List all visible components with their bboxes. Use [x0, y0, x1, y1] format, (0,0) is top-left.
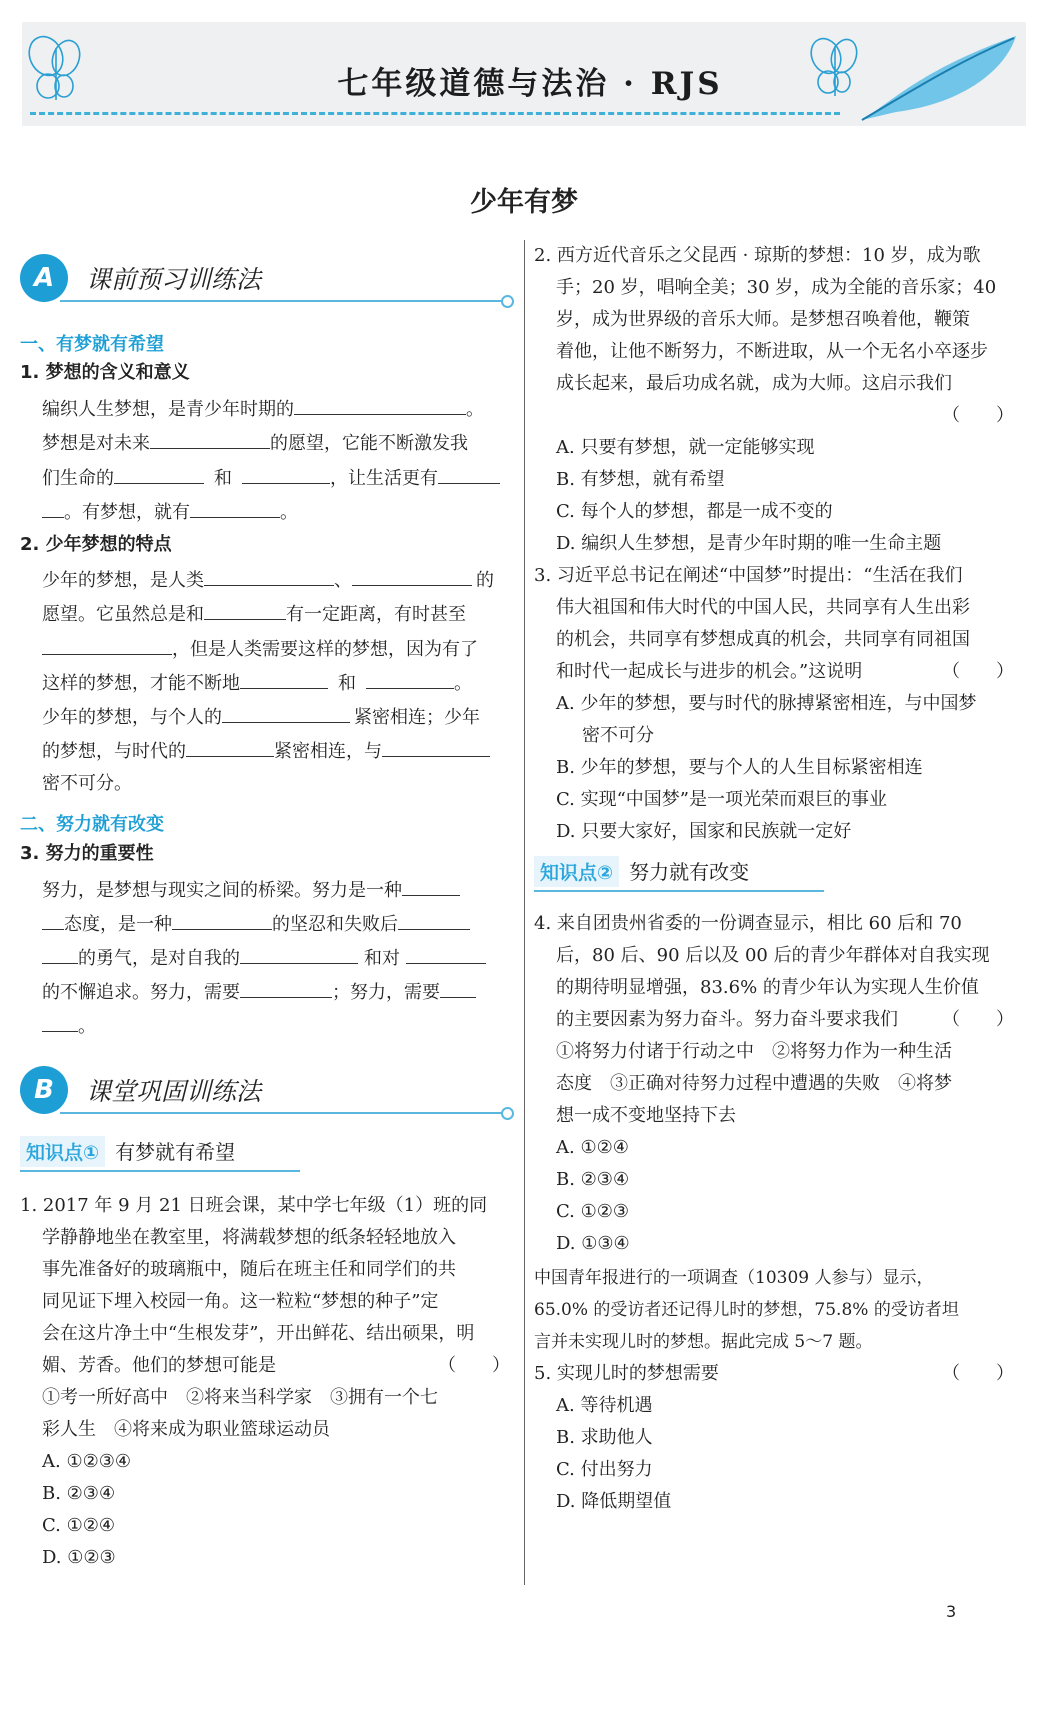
passage-text: 中国青年报进行的一项调查（10309 人参与）显示，: [534, 1268, 934, 1288]
subheading: 二、努力就有改变: [20, 814, 164, 835]
answer-bracket: （ ）: [942, 661, 1014, 682]
question-text: 的期待明显增强，83.6% 的青少年认为实现人生价值: [556, 977, 979, 998]
answer-option: B. ②③④: [556, 1169, 630, 1190]
question-text: 2. 西方近代音乐之父昆西 · 琼斯的梦想：10 岁，成为歌: [534, 245, 981, 266]
section-title: 课前预习训练法: [86, 265, 262, 294]
knowledge-point-header: [20, 1136, 300, 1172]
answer-option: B. 少年的梦想，要与个人的人生目标紧密相连: [556, 757, 923, 778]
question-text: 学静静地坐在教室里，将满载梦想的纸条轻轻地放入: [42, 1227, 456, 1248]
divider: [60, 1112, 508, 1114]
text-line: 密不可分。: [42, 773, 132, 794]
divider: [60, 300, 508, 302]
option-text: ①将努力付诸于行动之中 ②将努力作为一种生活: [556, 1041, 952, 1062]
knowledge-point-title: 努力就有改变: [629, 860, 750, 884]
divider-dot: [501, 295, 514, 308]
knowledge-point-tag: 知识点②: [534, 856, 619, 887]
text-line: 态度，是一种 的坚忍和失败后: [42, 907, 470, 941]
question-text: 后，80 后、90 后以及 00 后的青少年群体对自我实现: [556, 945, 990, 966]
text-line: ，但是人类需要这样的梦想，因为有了: [42, 632, 478, 666]
question-text: 4. 来自团贵州省委的一份调查显示，相比 60 后和 70: [534, 913, 962, 934]
answer-option: C. ①②③: [556, 1201, 629, 1222]
header-title: 七年级道德与法治 · RJS: [337, 66, 723, 102]
question-text: 的机会，共同享有梦想成真的机会，共同享有同祖国: [556, 629, 970, 650]
answer-option: D. ①③④: [556, 1233, 630, 1254]
divider: [534, 890, 824, 892]
answer-option: C. 实现“中国梦”是一项光荣而艰巨的事业: [556, 789, 887, 810]
knowledge-point-tag: 知识点①: [20, 1136, 105, 1167]
text-line: 努力，是梦想与现实之间的桥梁。努力是一种: [42, 873, 460, 907]
question-text: 伟大祖国和伟大时代的中国人民，共同享有人生出彩: [556, 597, 970, 618]
header-divider: [30, 112, 840, 115]
passage-text: 言并未实现儿时的梦想。据此完成 5～7 题。: [534, 1332, 873, 1352]
section-badge: A: [20, 254, 68, 302]
text-line: 编织人生梦想，是青少年时期的 。: [42, 392, 484, 426]
answer-option: A. 少年的梦想，要与时代的脉搏紧密相连，与中国梦: [556, 693, 977, 714]
answer-option: A. ①②③④: [42, 1451, 131, 1472]
answer-option: D. ①②③: [42, 1547, 116, 1568]
question-text: 和时代一起成长与进步的机会。”这说明: [556, 661, 863, 682]
knowledge-point-title: 有梦就有希望: [115, 1140, 236, 1164]
text-line: 少年的梦想，与个人的 紧密相连；少年: [42, 700, 480, 734]
item-heading: 2. 少年梦想的特点: [20, 534, 172, 555]
item-heading: 1. 梦想的含义和意义: [20, 362, 190, 383]
option-text: 彩人生 ④将来成为职业篮球运动员: [42, 1419, 330, 1440]
question-text: 5. 实现儿时的梦想需要: [534, 1363, 719, 1384]
answer-bracket: （ ）: [438, 1355, 510, 1376]
answer-option: D. 编织人生梦想，是青少年时期的唯一生命主题: [556, 533, 942, 554]
answer-bracket: （ ）: [942, 1363, 1014, 1384]
answer-option: D. 降低期望值: [556, 1491, 672, 1512]
answer-bracket: （ ）: [942, 1009, 1014, 1030]
section-b-header: [20, 1062, 508, 1126]
text-line: 的不懈追求。努力，需要 ；努力，需要: [42, 975, 476, 1009]
answer-option: D. 只要大家好，国家和民族就一定好: [556, 821, 852, 842]
answer-option: A. ①②④: [556, 1137, 629, 1158]
text-line: 愿望。它虽然总是和 有一定距离，有时甚至: [42, 597, 466, 631]
feather-icon: [856, 28, 1022, 126]
text-line: 梦想是对未来 的愿望，它能不断激发我: [42, 426, 468, 460]
text-line: 。有梦想，就有 。: [42, 495, 298, 529]
answer-option: A. 只要有梦想，就一定能够实现: [556, 437, 815, 458]
text-line: 。: [42, 1009, 96, 1043]
option-text: ①考一所好高中 ②将来当科学家 ③拥有一个七: [42, 1387, 438, 1408]
page-number: 3: [946, 1602, 957, 1621]
answer-option: C. ①②④: [42, 1515, 115, 1536]
answer-option: B. 求助他人: [556, 1427, 653, 1448]
answer-option: C. 付出努力: [556, 1459, 653, 1480]
text-line: 的勇气，是对自我的 和对: [42, 941, 486, 975]
page-title: 少年有梦: [470, 187, 578, 218]
answer-option: B. ②③④: [42, 1483, 116, 1504]
text-line: 少年的梦想，是人类 、 的: [42, 563, 494, 597]
text-line: 的梦想，与时代的 紧密相连，与: [42, 734, 490, 768]
question-text: 媚、芳香。他们的梦想可能是: [42, 1355, 276, 1376]
answer-bracket: （ ）: [942, 405, 1014, 426]
section-badge: B: [20, 1066, 68, 1114]
option-text: 态度 ③正确对待努力过程中遭遇的失败 ④将梦: [556, 1073, 952, 1094]
question-text: 3. 习近平总书记在阐述“中国梦”时提出：“生活在我们: [534, 565, 963, 586]
subheading: 一、有梦就有希望: [20, 334, 164, 355]
option-text: 想一成不变地坚持下去: [556, 1105, 736, 1126]
section-a-header: [20, 250, 508, 314]
knowledge-point-header: [534, 856, 824, 892]
item-heading: 3. 努力的重要性: [20, 843, 154, 864]
question-text: 同见证下埋入校园一角。这一粒粒“梦想的种子”定: [42, 1291, 439, 1312]
divider-dot: [501, 1107, 514, 1120]
question-text: 1. 2017 年 9 月 21 日班会课，某中学七年级（1）班的同: [20, 1195, 488, 1216]
answer-option: B. 有梦想，就有希望: [556, 469, 725, 490]
answer-option: 密不可分: [582, 725, 654, 746]
answer-option: C. 每个人的梦想，都是一成不变的: [556, 501, 833, 522]
question-text: 成长起来，最后功成名就，成为大师。这启示我们: [556, 373, 952, 394]
answer-option: A. 等待机遇: [556, 1395, 653, 1416]
question-text: 的主要因素为努力奋斗。努力奋斗要求我们: [556, 1009, 898, 1030]
butterfly-icon: [24, 30, 88, 106]
text-line: 这样的梦想，才能不断地 和 。: [42, 666, 472, 700]
question-text: 会在这片净土中“生根发芽”，开出鲜花、结出硕果，明: [42, 1323, 475, 1344]
question-text: 事先准备好的玻璃瓶中，随后在班主任和同学们的共: [42, 1259, 456, 1280]
text-line: 们生命的 和 ，让生活更有: [42, 461, 500, 495]
section-title: 课堂巩固训练法: [86, 1077, 262, 1106]
question-text: 着他，让他不断努力，不断进取，从一个无名小卒逐步: [556, 341, 988, 362]
question-text: 岁，成为世界级的音乐大师。是梦想召唤着他，鞭策: [556, 309, 970, 330]
column-divider: [524, 240, 525, 1585]
question-text: 手；20 岁，唱响全美；30 岁，成为全能的音乐家；40: [556, 277, 997, 298]
passage-text: 65.0% 的受访者还记得儿时的梦想，75.8% 的受访者坦: [534, 1300, 959, 1320]
divider: [20, 1170, 300, 1172]
